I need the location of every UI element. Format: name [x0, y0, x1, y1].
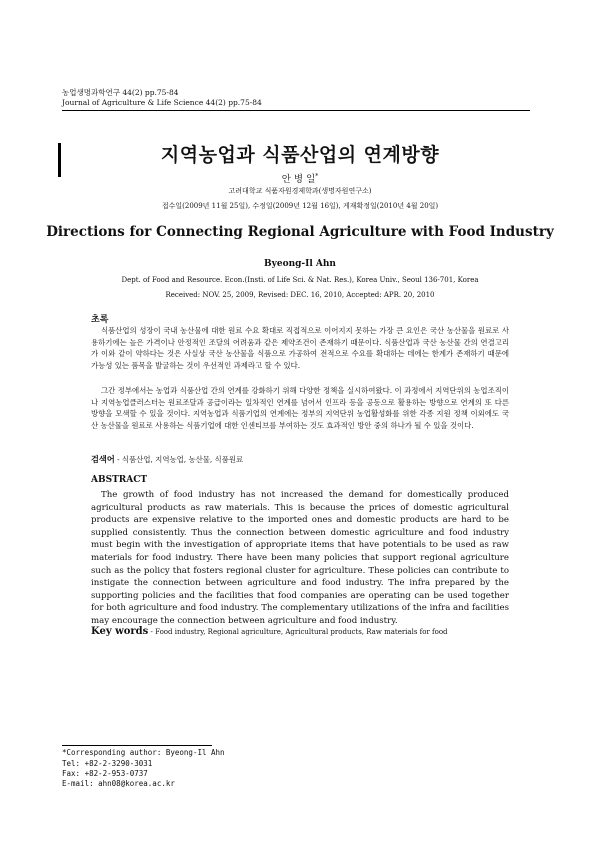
keywords-ko-list: - 식품산업, 지역농업, 농산물, 식품원료 [114, 455, 244, 464]
keywords-ko-label: 검색어 [91, 454, 115, 464]
footnote-corresponding: *Corresponding author: Byeong-Il Ahn [62, 748, 225, 757]
author-en: Byeong-Il Ahn [264, 259, 336, 269]
footnote-rule [62, 745, 212, 746]
keywords-en-label: Key words [91, 626, 149, 637]
paper-title-en: Directions for Connecting Regional Agriculture with Food Industry [46, 224, 554, 240]
footnote-fax: Fax: +82-2-953-0737 [62, 769, 148, 778]
keywords-ko [91, 454, 509, 465]
header-rule [62, 110, 530, 111]
footnote-email: E-mail: ahn08@korea.ac.kr [62, 779, 175, 788]
dates-en: Received: NOV. 25, 2009, Revised: DEC. 16, 2010, Accepted: APR. 20, 2010 [165, 291, 435, 299]
affiliation-ko: 고려대학교 식품자원경제학과(생명자원연구소) [228, 187, 372, 195]
corresponding-mark: * [315, 172, 319, 180]
abstract-en-body: The growth of food industry has not increased the demand for domestically produced agricultural products as raw materials. This is because the prices of domestic agricultural products are expensive relative to the imported ones and domestic products are hard to be supplied consistently. Thus the connection between domestic agriculture and food industry must begin with the investigation of appropriate items that have potentials to be used as raw materials for food industry. There have been many policies that support regional agriculture such as the policy that fosters regional cluster for agriculture. These policies can contribute to instigate the connection between agriculture and food industry. The infra prepared by the supporting policies and the facilities that food companies are operating can be used together for both agriculture and food industry. The complementary utilizations of the infra and facilities may encourage the connection between agriculture and food industry. [91, 490, 510, 626]
abstract-ko-heading: 초록 [91, 315, 109, 325]
abstract-en-heading: ABSTRACT [91, 475, 148, 485]
affiliation-en: Dept. of Food and Resource. Econ.(Insti. of Life Sci. & Nat. Res.), Korea Univ., Seoul 136-701, Korea [121, 276, 479, 284]
abstract-ko-para-1: 식품산업의 성장이 국내 농산물에 대한 원료 수요 확대로 직접적으로 이어지지 못하는 가장 큰 요인은 국산 농산물을 원료로 사용하기에는 높은 가격이나 안정적인 조달의 어려움과 같은 제약조건이 존재하기 때문이다. 식품산업과 국산 농산물 간의 연결고리가 이와 같이 약하다는 것은 사실상 국산 농산물을 식품으로 가공하여 전적으로 수요를 확대하는 데에는 한계가 존재하기 때문에 가능성 있는 품목을 발굴하는 것이 우선적인 과제라고 할 수 있다. [91, 326, 509, 370]
dates-ko: 접수일(2009년 11월 25일), 수정일(2009년 12월 16일), 게재확정일(2010년 4월 20일) [161, 202, 439, 210]
journal-header-en: Journal of Agriculture & Life Science 44(2) pp.75-84 [62, 98, 262, 107]
author-ko [0, 171, 600, 185]
abstract-ko-para-2: 그간 정부에서는 농업과 식품산업 간의 연계를 강화하기 위해 다양한 정책을 실시하여왔다. 이 과정에서 지역단위의 농업조직이나 지역농업클러스터는 원료조달과 공급이라는 일차적인 연계를 넘어서 인프라 등을 공동으로 활용하는 방향으로 연계의 또 다른 방향을 모색할 수 있을 것이다. 지역농업과 식품기업의 연계에는 정부의 지역단위 농업활성화를 위한 각종 지원 정책 이외에도 국산 농산물을 원료로 사용하는 식품기업에 대한 인센티브를 부여하는 것도 효과적인 방안 중의 하나가 될 수 있을 것이다. [91, 386, 509, 430]
journal-header-ko: 농업생명과학연구 44(2) pp.75-84 [62, 88, 179, 97]
keywords-en [91, 626, 521, 637]
footnote-tel: Tel: +82-2-3290-3031 [62, 759, 153, 768]
keywords-en-list: - Food industry, Regional agriculture, Agricultural products, Raw materials for food [148, 628, 448, 636]
author-ko-name: 안 병 일 [281, 174, 316, 185]
paper-title-ko: 지역농업과 식품산업의 연계방향 [160, 144, 440, 166]
